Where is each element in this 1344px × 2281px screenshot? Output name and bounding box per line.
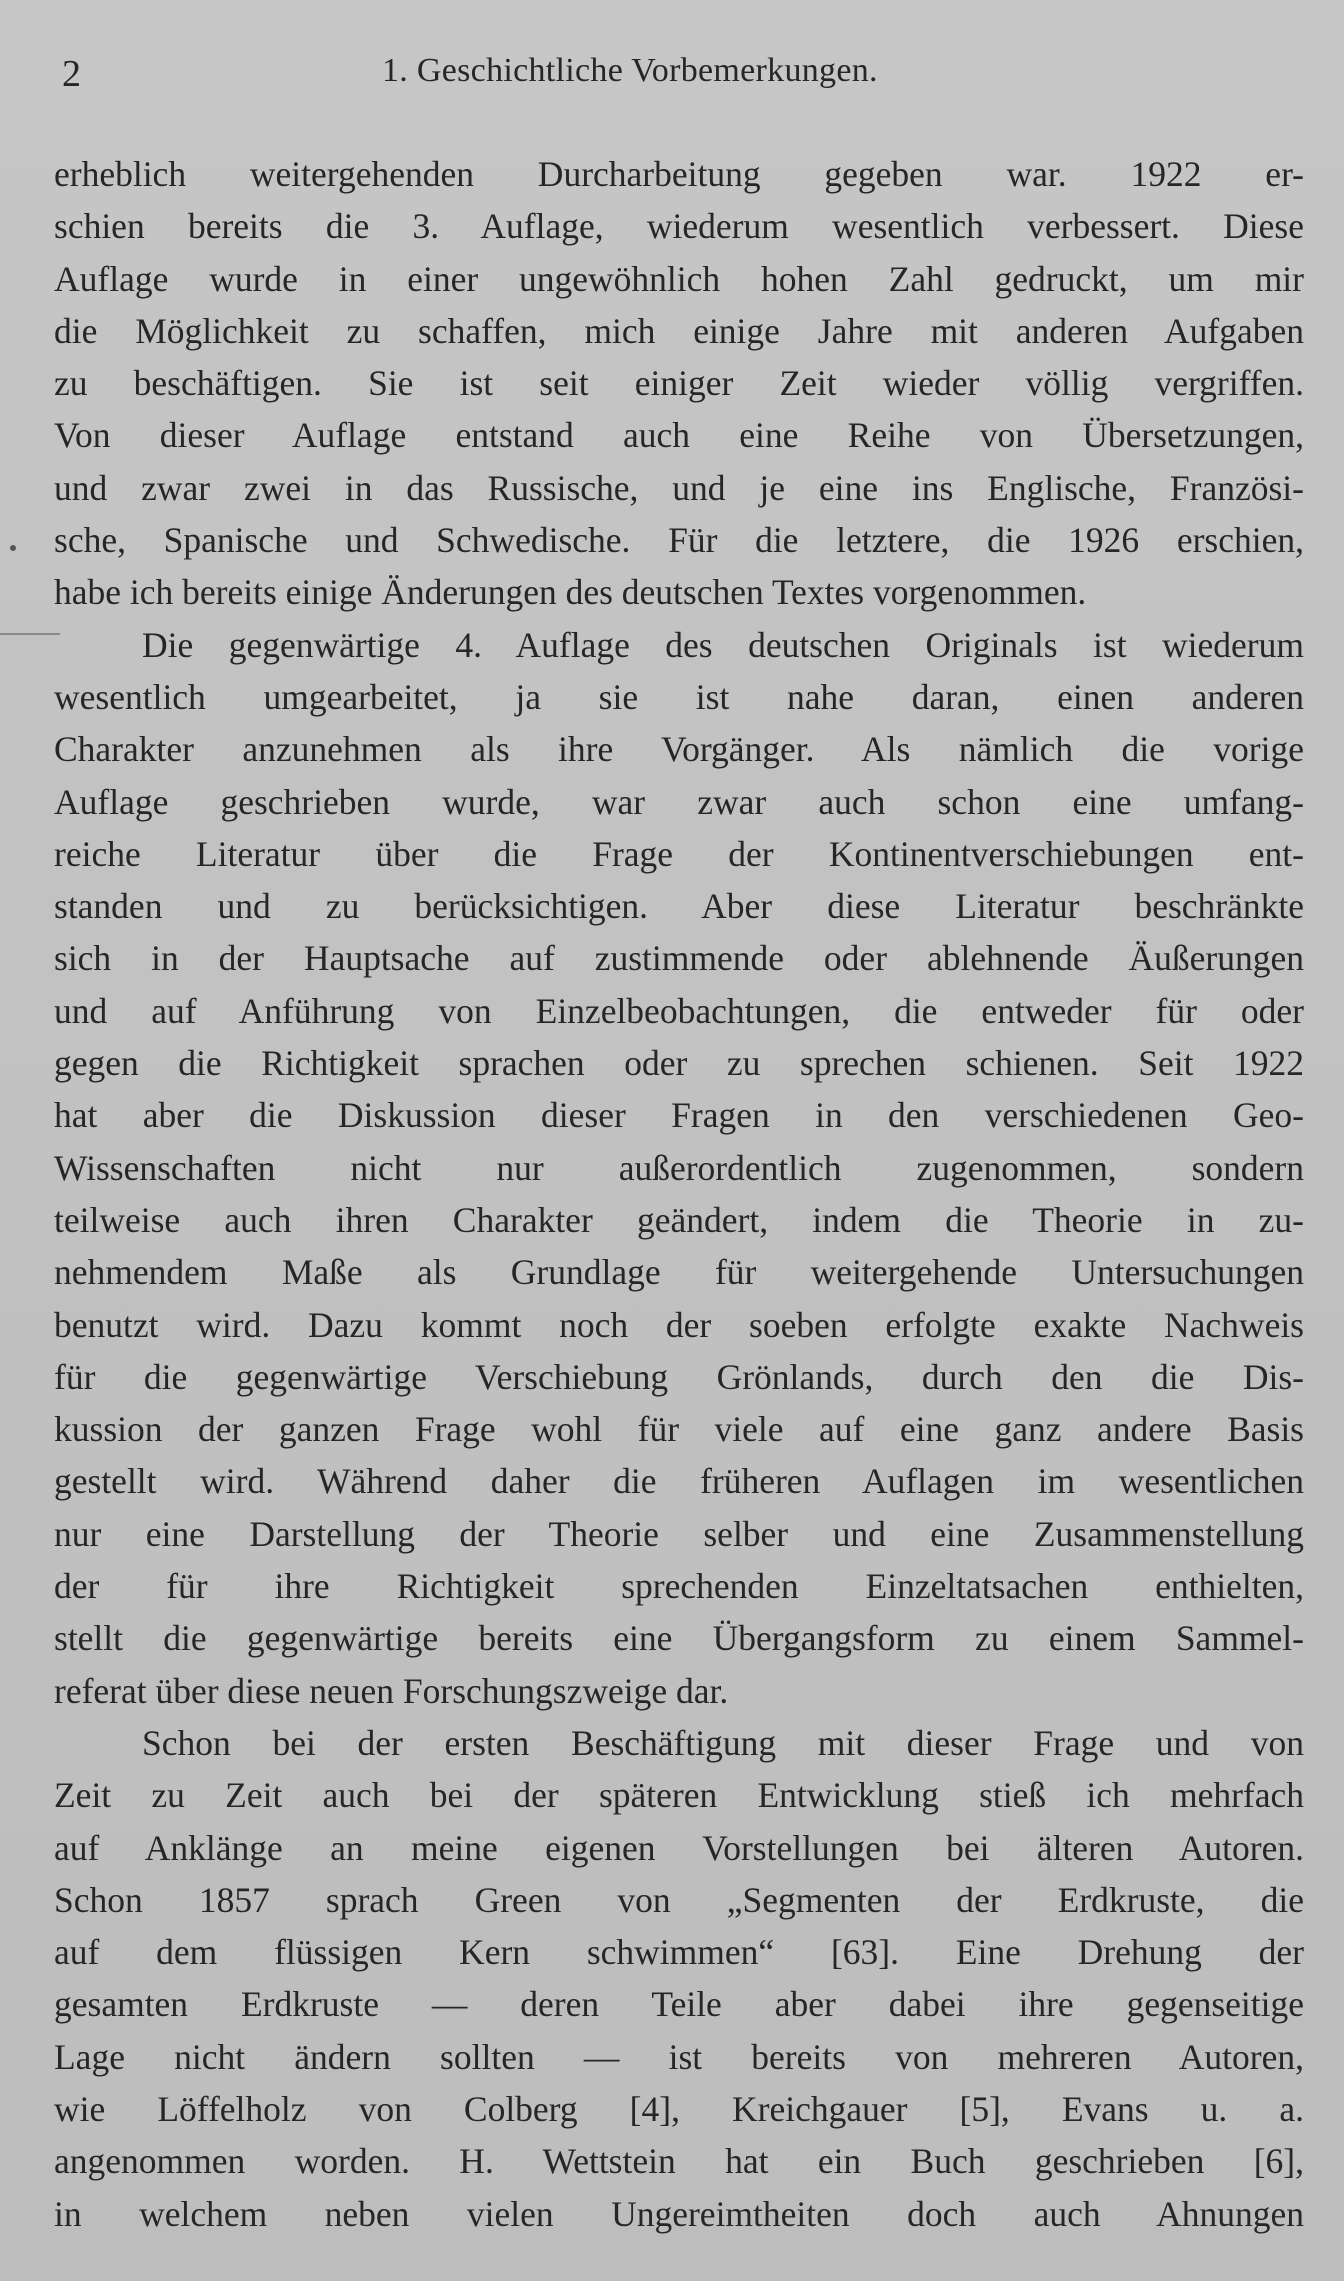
- text-line: standen und zu berücksichtigen. Aber diese Literatur beschränkte: [54, 886, 1304, 927]
- text-line: und auf Anführung von Einzelbeobachtungen, die entweder für oder: [54, 990, 1304, 1031]
- text-line: reiche Literatur über die Frage der Kontinentverschiebungen ent-: [54, 833, 1304, 874]
- text-line: Auflage geschrieben wurde, war zwar auch schon eine umfang-: [54, 781, 1304, 822]
- text-line: Von dieser Auflage entstand auch eine Reihe von Übersetzungen,: [54, 415, 1304, 456]
- text-line: wesentlich umgearbeitet, ja sie ist nahe daran, einen anderen: [54, 676, 1304, 717]
- text-line: nehmendem Maße als Grundlage für weitergehende Untersuchungen: [54, 1252, 1304, 1293]
- text-line: stellt die gegenwärtige bereits eine Übergangsform zu einem Sammel-: [54, 1618, 1304, 1659]
- running-head: 1. Geschichtliche Vorbemerkungen.: [382, 52, 878, 89]
- text-line: in welchem neben vielen Ungereimtheiten doch auch Ahnungen: [54, 2193, 1304, 2234]
- text-line: sche, Spanische und Schwedische. Für die letztere, die 1926 erschien,: [54, 520, 1304, 561]
- text-line: gesamten Erdkruste — deren Teile aber dabei ihre gegenseitige: [54, 1984, 1304, 2025]
- text-line: Charakter anzunehmen als ihre Vorgänger. Als nämlich die vorige: [54, 729, 1304, 770]
- text-line: habe ich bereits einige Änderungen des deutschen Textes vorgenommen.: [54, 572, 1087, 613]
- text-line: kussion der ganzen Frage wohl für viele auf eine ganz andere Basis: [54, 1409, 1304, 1450]
- text-line: auf Anklänge an meine eigenen Vorstellungen bei älteren Autoren.: [54, 1827, 1304, 1868]
- text-line: auf dem flüssigen Kern schwimmen“ [63]. Eine Drehung der: [54, 1932, 1304, 1973]
- page-header: [62, 52, 1302, 102]
- text-line: zu beschäftigen. Sie ist seit einiger Zeit wieder völlig vergriffen.: [54, 363, 1304, 404]
- margin-speck: [10, 545, 16, 551]
- text-line: erheblich weitergehenden Durcharbeitung gegeben war. 1922 er-: [54, 154, 1304, 194]
- page-number: 2: [62, 53, 81, 95]
- text-line: gestellt wird. Während daher die früheren Auflagen im wesentlichen: [54, 1461, 1304, 1502]
- text-line: nur eine Darstellung der Theorie selber und eine Zusammenstellung: [54, 1513, 1304, 1554]
- text-line: referat über diese neuen Forschungszweige dar.: [54, 1670, 729, 1711]
- text-line: hat aber die Diskussion dieser Fragen in den verschiedenen Geo-: [54, 1095, 1304, 1136]
- text-line: Auflage wurde in einer ungewöhnlich hohen Zahl gedruckt, um mir: [54, 258, 1304, 299]
- text-line: wie Löffelholz von Colberg [4], Kreichgauer [5], Evans u. a.: [54, 2088, 1304, 2129]
- text-line: der für ihre Richtigkeit sprechenden Einzeltatsachen enthielten,: [54, 1566, 1304, 1607]
- text-line: für die gegenwärtige Verschiebung Grönlands, durch den die Dis-: [54, 1356, 1304, 1397]
- text-line: Wissenschaften nicht nur außerordentlich zugenommen, sondern: [54, 1147, 1304, 1188]
- text-line: gegen die Richtigkeit sprachen oder zu sprechen schienen. Seit 1922: [54, 1043, 1304, 1084]
- text-line: Die gegenwärtige 4. Auflage des deutschen Originals ist wiederum: [142, 624, 1304, 665]
- text-line: sich in der Hauptsache auf zustimmende oder ablehnende Äußerungen: [54, 938, 1304, 979]
- text-line: schien bereits die 3. Auflage, wiederum wesentlich verbessert. Diese: [54, 206, 1304, 247]
- text-line: benutzt wird. Dazu kommt noch der soeben erfolgte exakte Nachweis: [54, 1304, 1304, 1345]
- text-line: Lage nicht ändern sollten — ist bereits von mehreren Autoren,: [54, 2036, 1304, 2077]
- text-line: und zwar zwei in das Russische, und je eine ins Englische, Französi-: [54, 467, 1304, 508]
- body-text: [54, 148, 1304, 2240]
- text-line: die Möglichkeit zu schaffen, mich einige Jahre mit anderen Aufgaben: [54, 310, 1304, 351]
- text-line: Zeit zu Zeit auch bei der späteren Entwicklung stieß ich mehrfach: [54, 1775, 1304, 1816]
- margin-dash: [0, 633, 60, 635]
- text-line: Schon bei der ersten Beschäftigung mit dieser Frage und von: [142, 1722, 1304, 1763]
- text-line: angenommen worden. H. Wettstein hat ein Buch geschrieben [6],: [54, 2141, 1304, 2182]
- text-line: Schon 1857 sprach Green von „Segmenten der Erdkruste, die: [54, 1879, 1304, 1920]
- text-line: teilweise auch ihren Charakter geändert, indem die Theorie in zu-: [54, 1199, 1304, 1240]
